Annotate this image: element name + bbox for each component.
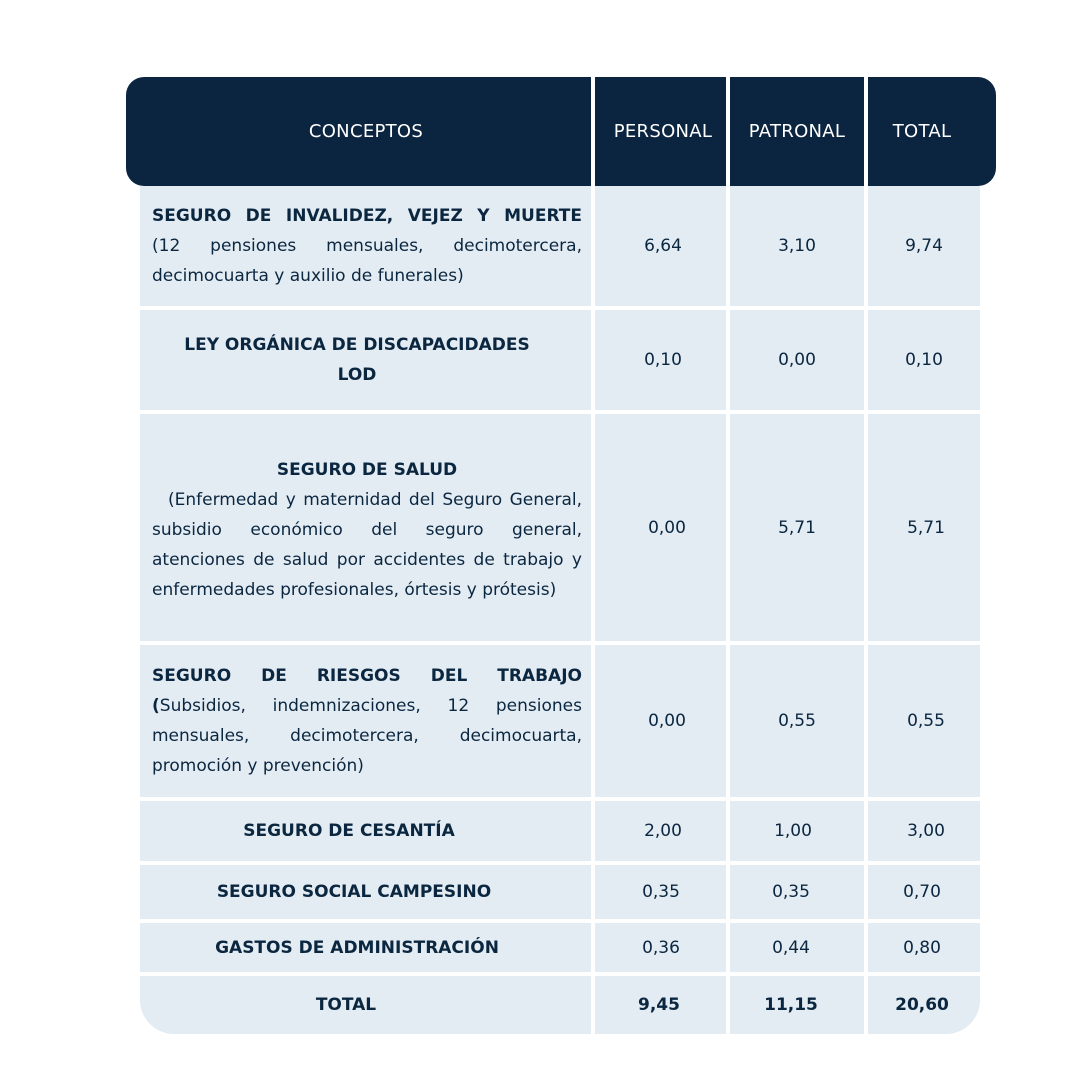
total-value: 0,80: [903, 937, 941, 958]
total-row-label: TOTAL: [315, 995, 377, 1015]
concept-detail: Subsidios, indemnizaciones, 12 pensiones mensuales, decimotercera, decimocuarta, promoción y prevención): [152, 696, 582, 776]
personal-value: 2,00: [644, 821, 682, 841]
header-personal: PERSONAL: [613, 121, 713, 142]
concept-title: LEY ORGÁNICA DE DISCAPACIDADES: [184, 335, 530, 355]
total-value: 3,00: [907, 821, 945, 841]
personal-value: 0,00: [648, 711, 686, 731]
concept-title: SEGURO DE CESANTÍA: [243, 821, 455, 841]
concept-cell: [152, 440, 582, 620]
total-value: 0,10: [905, 350, 943, 370]
personal-value: 0,35: [642, 882, 680, 902]
concept-cell: [152, 661, 582, 781]
patronal-value: 0,35: [772, 882, 810, 902]
personal-value: 0,10: [644, 350, 682, 370]
patronal-value: 1,00: [774, 821, 812, 841]
total-value: 9,74: [905, 236, 943, 256]
personal-value: 0,00: [648, 517, 686, 538]
concept-cell: [140, 330, 574, 390]
concept-title: SEGURO DE INVALIDEZ, VEJEZ Y MUERTE: [152, 206, 582, 226]
header-patronal: PATRONAL: [748, 121, 846, 142]
total-value: 5,71: [907, 517, 945, 538]
patronal-value: 0,00: [778, 350, 816, 370]
concept-title: SEGURO DE RIESGOS DEL TRABAJO: [152, 666, 582, 686]
total-personal-value: 9,45: [638, 995, 680, 1015]
concept-title: SEGURO DE SALUD: [276, 460, 458, 480]
personal-value: 6,64: [644, 236, 682, 256]
total-value: 0,70: [903, 882, 941, 902]
grand-total-value: 20,60: [895, 995, 949, 1015]
header-conceptos: CONCEPTOS: [308, 121, 424, 142]
patronal-value: 0,44: [772, 937, 810, 958]
concept-title: SEGURO SOCIAL CAMPESINO: [216, 882, 492, 902]
concept-title-abbrev: LOD: [337, 365, 377, 385]
personal-value: 0,36: [642, 937, 680, 958]
patronal-value: 5,71: [778, 517, 816, 538]
concept-title: GASTOS DE ADMINISTRACIÓN: [215, 937, 499, 958]
total-patronal-value: 11,15: [764, 995, 818, 1015]
patronal-value: 0,55: [778, 711, 816, 731]
header-total: TOTAL: [892, 121, 952, 142]
concept-detail: (12 pensiones mensuales, decimotercera, decimocuarta y auxilio de funerales): [152, 236, 582, 286]
patronal-value: 3,10: [778, 236, 816, 256]
concept-detail-paren: (: [152, 696, 160, 716]
concept-cell: [152, 200, 582, 292]
total-value: 0,55: [907, 711, 945, 731]
concept-detail: (Enfermedad y maternidad del Seguro General, subsidio económico del seguro general, atenciones de salud por accidentes de trabajo y enfermedades profesionales, órtesis y prótesis): [152, 490, 582, 600]
